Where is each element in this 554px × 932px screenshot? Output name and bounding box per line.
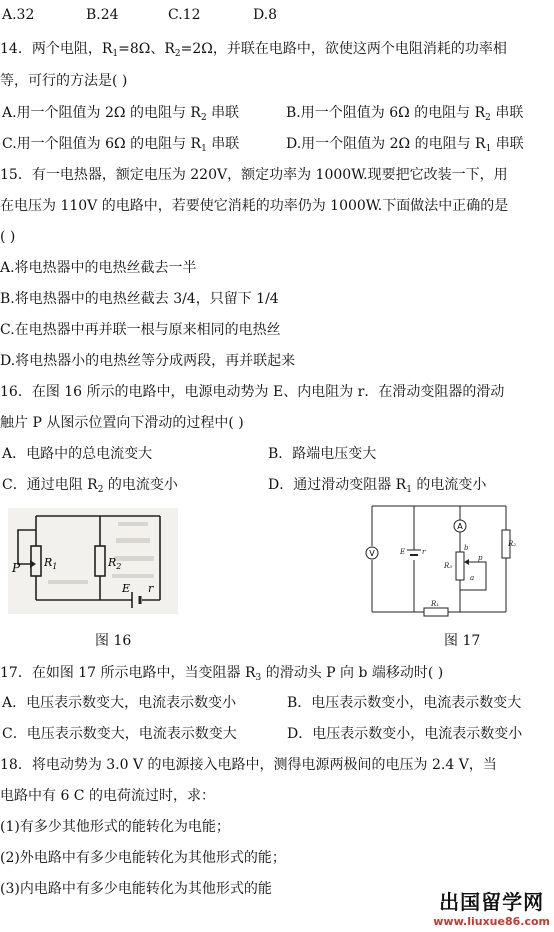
fig16-label-r2-letter: R xyxy=(108,556,117,569)
fig16-label-r: r xyxy=(148,582,154,595)
q14-option-d-suffix: 串联 xyxy=(491,136,524,152)
fig17-label-p: p xyxy=(478,554,483,562)
q16-option-d-text: D．通过滑动变阻器 R xyxy=(268,477,407,493)
figure-17-circuit xyxy=(362,500,522,618)
q16-option-d-suffix: 的电流变小 xyxy=(411,477,487,493)
fig16-label-r1 xyxy=(43,556,57,571)
q15-option-a: A.将电热器中的电热丝截去一半 xyxy=(0,260,197,276)
q17-option-a: A．电压表示数变大，电流表示数变小 xyxy=(2,695,237,711)
fig17-label-r: r xyxy=(422,548,426,556)
q16-option-d-subscript: 1 xyxy=(406,485,412,495)
q14-option-d xyxy=(286,135,524,153)
figure-16 xyxy=(8,508,178,614)
q17-stem-text: 17．在如图 17 所示电路中，当变阻器 R xyxy=(0,665,256,681)
q15-stem-line1: 15．有一电热器，额定电压为 220V，额定功率为 1000W.现要把它改装一下，用 xyxy=(0,167,508,183)
q14-option-c-text: C.用一个阻值为 6Ω 的电阻与 R xyxy=(2,136,202,152)
q14-option-d-text: D.用一个阻值为 2Ω 的电阻与 R xyxy=(286,136,486,152)
fig17-label-r2: R₂ xyxy=(508,540,517,548)
q14-option-c-subscript: 1 xyxy=(201,144,207,154)
fig17-r3-rheostat xyxy=(456,552,464,580)
fig17-voltmeter-label: V xyxy=(369,549,375,558)
watermark-title: 出国留学网 xyxy=(439,890,545,914)
q18-subquestion-2: (2)外电路中有多少电能转化为其他形式的能； xyxy=(0,850,286,866)
q14-option-b-text: B.用一个阻值为 6Ω 的电阻与 R xyxy=(286,105,486,121)
q18-subquestion-3: (3)内电路中有多少电能转化为其他形式的能 xyxy=(0,881,272,897)
q16-stem-line2: 触片 P 从图示位置向下滑动的过程中( ) xyxy=(0,415,244,431)
q14-r1-value: =8Ω、R xyxy=(118,41,175,57)
q15-option-d: D.将电热器小的电热丝等分成两段，再并联起来 xyxy=(0,353,296,369)
q17-option-d: D．电压表示数变小，电流表示数变小 xyxy=(287,726,523,742)
watermark-url: www.liuxue86.com xyxy=(433,915,550,928)
q14-option-b xyxy=(286,104,523,122)
q14-stem-text: 14．两个电阻，R xyxy=(0,41,113,57)
figure-16-caption: 图 16 xyxy=(95,633,132,649)
q14-option-b-subscript: 2 xyxy=(485,113,491,123)
figure-17 xyxy=(362,500,522,618)
q16-stem-line1: 16．在图 16 所示的电路中，电源电动势为 E、内电阻为 r．在滑动变阻器的滑动 xyxy=(0,384,505,400)
fig17-label-r1: R₁ xyxy=(431,600,440,608)
q15-option-c: C.在电热器中再并联一根与原来相同的电热丝 xyxy=(0,322,281,338)
q14-option-a-suffix: 串联 xyxy=(206,105,240,121)
q17-r3-subscript: 3 xyxy=(255,673,262,683)
q16-option-d xyxy=(268,476,486,494)
q17-stem-suffix: 的滑动头 P 向 b 端移动时( ) xyxy=(261,665,444,681)
fig16-r1-resistor xyxy=(31,546,41,576)
fig16-label-r1-subscript: 1 xyxy=(52,562,58,571)
fig16-label-r1-letter: R xyxy=(44,556,53,569)
q16-option-c-subscript: 2 xyxy=(97,485,104,495)
q14-r2-value: =2Ω，并联在电路中，欲使这两个电阻消耗的功率相 xyxy=(180,41,507,57)
q14-option-c-suffix: 串联 xyxy=(206,136,240,152)
fig17-label-e: E xyxy=(400,548,406,556)
q13-option-a: A.32 xyxy=(2,7,35,23)
q14-r1-subscript: 1 xyxy=(112,49,119,59)
q15-option-b: B.将电热器中的电热丝截去 3/4，只留下 1/4 xyxy=(0,291,279,307)
fig17-label-r3: R₃ xyxy=(444,562,453,570)
fig16-label-e: E xyxy=(122,582,131,595)
q16-option-a: A．电路中的总电流变大 xyxy=(2,446,153,462)
q14-option-d-subscript: 1 xyxy=(485,144,492,154)
figure-17-caption: 图 17 xyxy=(444,633,481,649)
q18-stem-line1: 18．将电动势为 3.0 V 的电源接入电路中，测得电源两极间的电压为 2.4 V，当 xyxy=(0,757,497,773)
fig17-r1-resistor xyxy=(424,608,448,616)
fig16-label-p: P xyxy=(12,561,21,575)
fig17-label-a: a xyxy=(470,574,475,582)
watermark-logo xyxy=(433,886,550,928)
q15-stem-line3: ( ) xyxy=(0,229,16,245)
q13-option-d: D.8 xyxy=(253,7,278,23)
q17-stem xyxy=(0,664,554,682)
q17-option-c: C．电压表示数变大，电流表示数变大 xyxy=(2,726,237,742)
q16-option-c-text: C．通过电阻 R xyxy=(2,477,98,493)
q16-option-b: B．路端电压变大 xyxy=(268,446,377,462)
q13-option-c: C.12 xyxy=(168,7,201,23)
fig16-r2-resistor xyxy=(95,546,105,576)
q14-r2-subscript: 2 xyxy=(174,49,181,59)
q16-option-c-suffix: 的电流变小 xyxy=(103,477,178,493)
q14-option-c xyxy=(2,135,239,153)
q14-option-a-text: A.用一个阻值为 2Ω 的电阻与 R xyxy=(2,105,201,121)
q14-option-b-suffix: 串联 xyxy=(490,105,524,121)
fig17-label-b: b xyxy=(464,544,469,552)
q14-option-a xyxy=(2,104,239,122)
q14-stem xyxy=(0,40,554,58)
q15-stem-line2: 在电压为 110V 的电路中，若要使它消耗的功率仍为 1000W.下面做法中正确的是 xyxy=(0,198,509,214)
q16-option-c xyxy=(2,476,178,494)
q18-stem-line2: 电路中有 6 C 的电荷流过时，求： xyxy=(0,788,215,804)
fig17-slider-arrow xyxy=(464,559,469,565)
q13-option-b: B.24 xyxy=(86,7,119,23)
q14-option-a-subscript: 2 xyxy=(200,113,207,123)
q17-option-b: B．电压表示数变小，电流表示数变大 xyxy=(287,695,522,711)
fig17-ammeter-label: A xyxy=(457,522,463,531)
q18-subquestion-1: (1)有多少其他形式的能转化为电能； xyxy=(0,819,230,835)
fig16-label-r2-subscript: 2 xyxy=(116,562,122,571)
figure-16-circuit xyxy=(8,508,178,614)
q14-stem-line2: 等，可行的方法是( ) xyxy=(0,73,128,89)
